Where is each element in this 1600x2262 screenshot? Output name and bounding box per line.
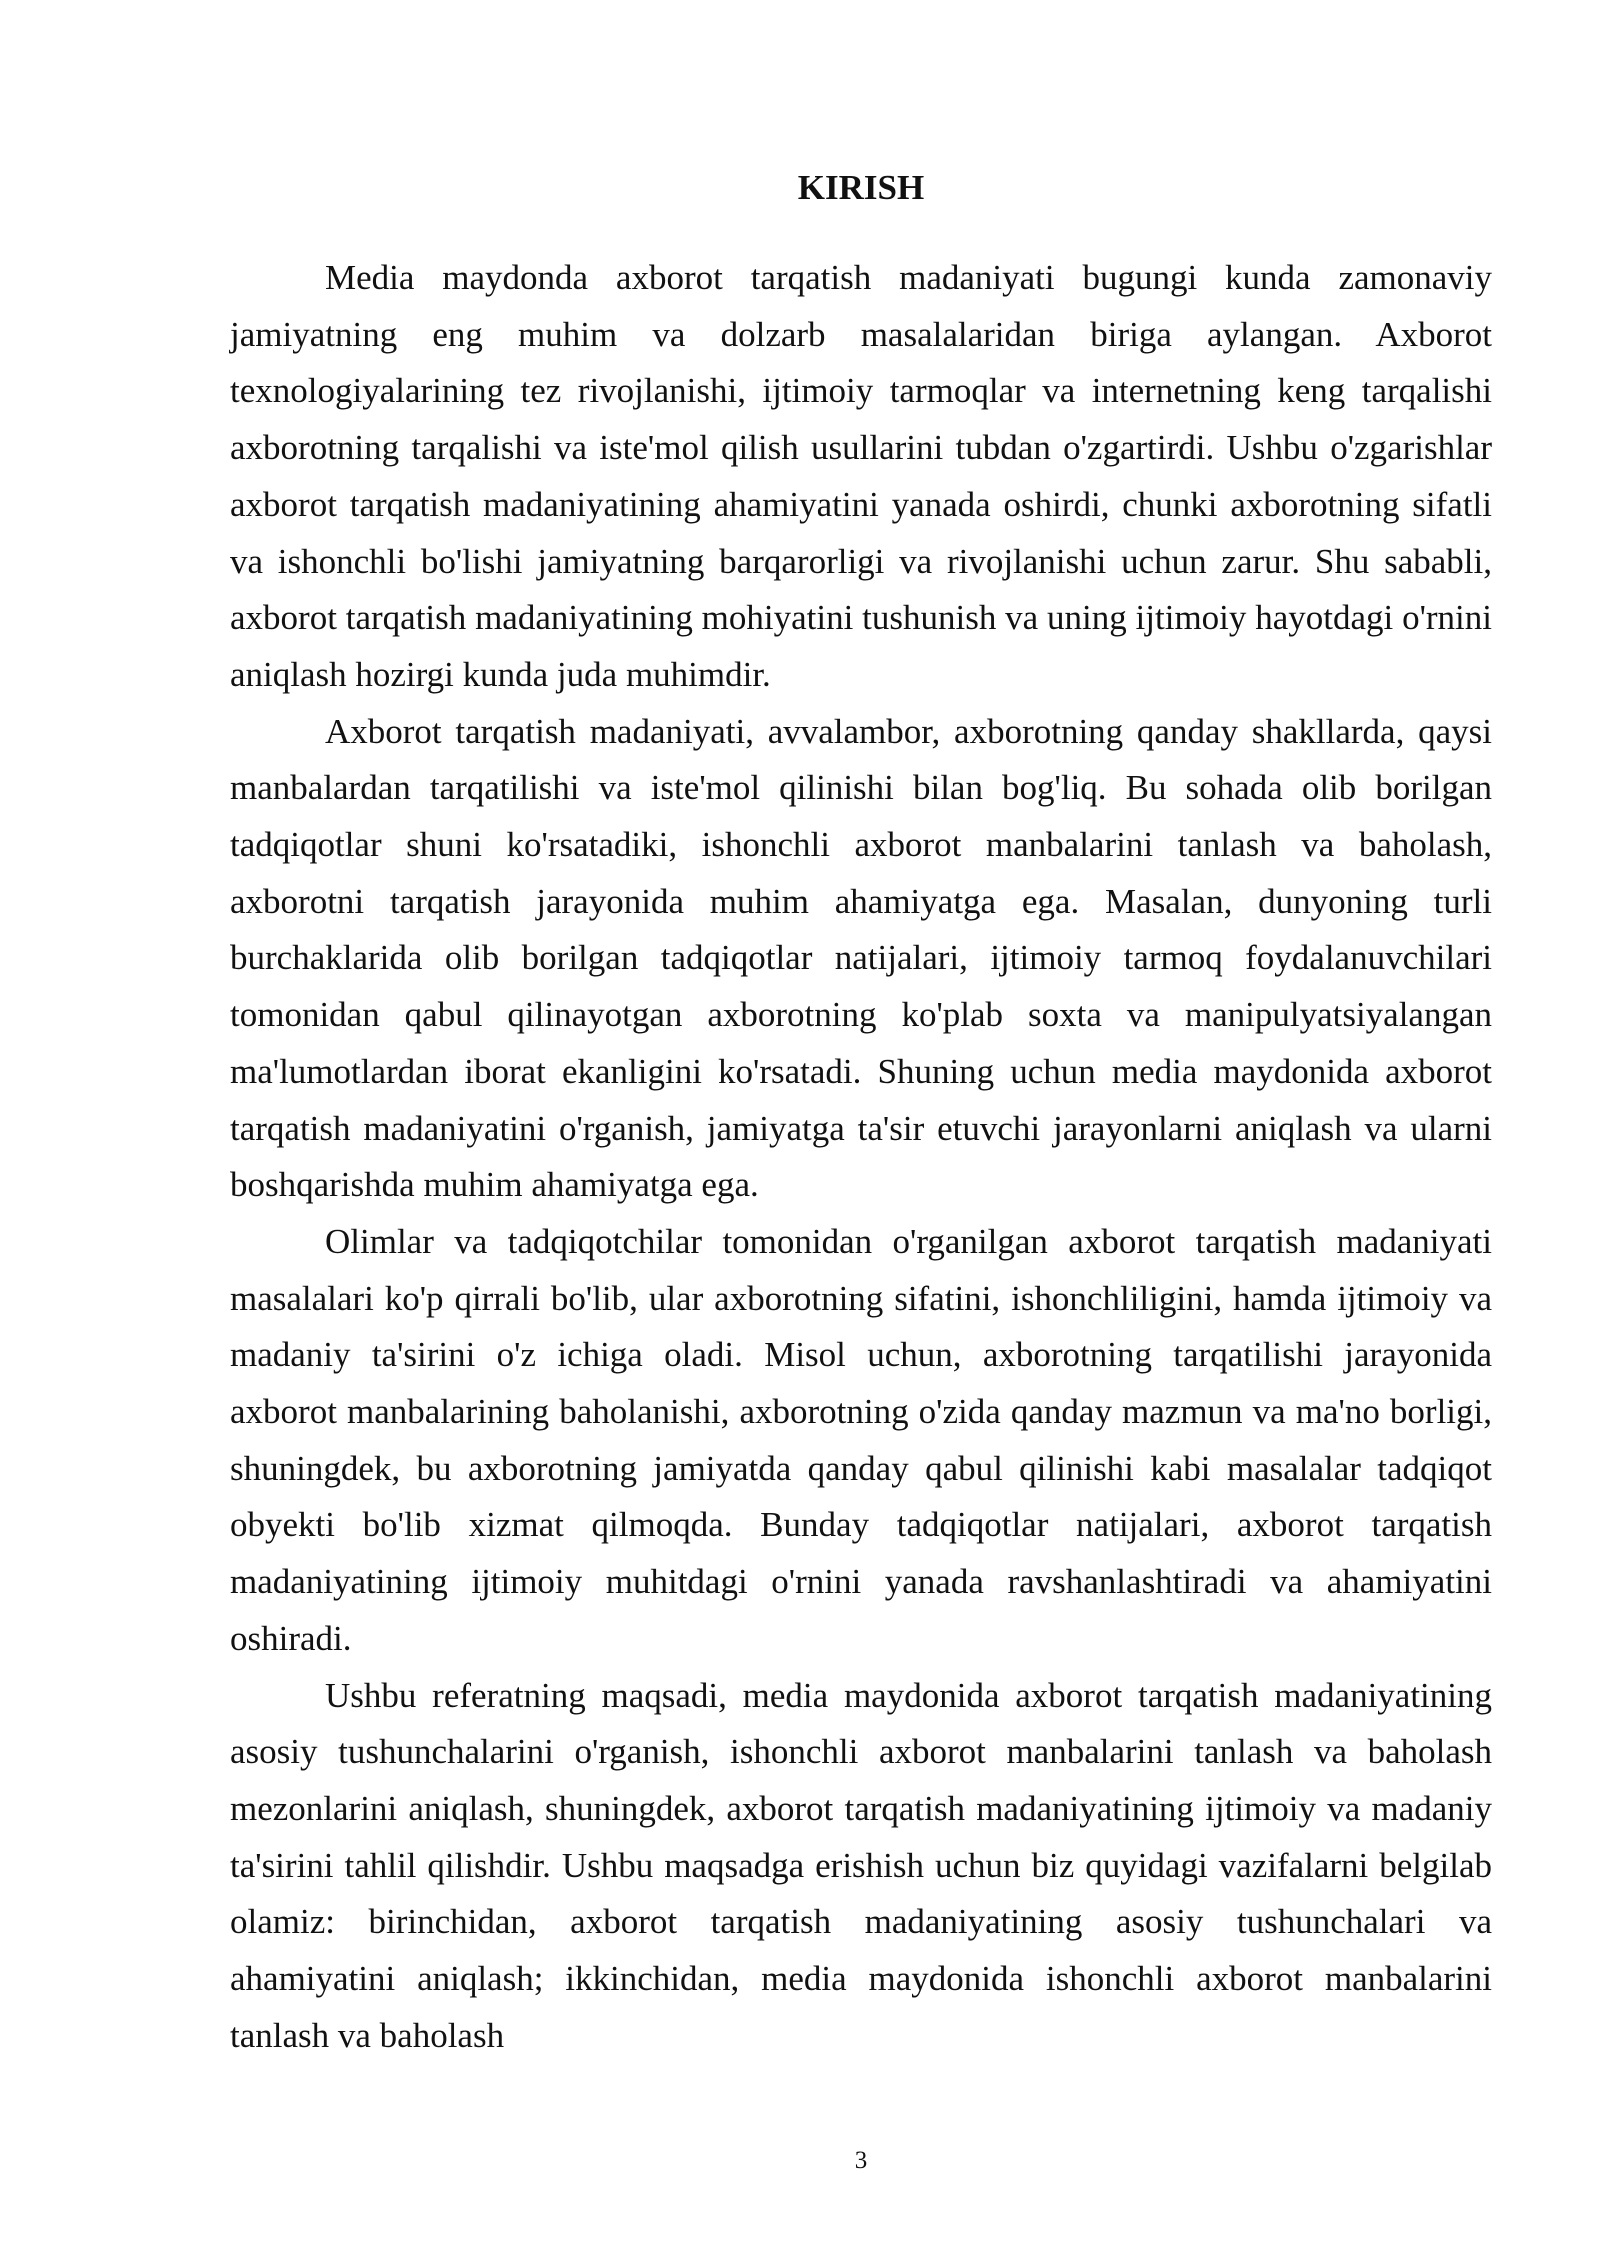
paragraph-4: Ushbu referatning maqsadi, media maydonida axborot tarqatish madaniyatining asosiy tushunchalarini o'rganish, ishonchli axborot manbalarini tanlash va baholash mezonlarini aniqlash, shuningdek, axborot tarqatish madaniyatining ijtimoiy va madaniy ta'sirini tahlil qilishdir. Ushbu maqsadga erishish uchun biz quyidagi vazifalarni belgilab olamiz: birinchidan, axborot tarqatish madaniyatining asosiy tushunchalari va ahamiyatini aniqlash; ikkinchidan, media maydonida ishonchli axborot manbalarini tanlash va baholash [230, 1675, 1492, 2055]
paragraph-2: Axborot tarqatish madaniyati, avvalambor, axborotning qanday shakllarda, qaysi manbalardan tarqatilishi va iste'mol qilinishi bilan bog'liq. Bu sohada olib borilgan tadqiqotlar shuni ko'rsatadiki, ishonchli axborot manbalarini tanlash va baholash, axborotni tarqatish jarayonida muhim ahamiyatga ega. Masalan, dunyoning turli burchaklarida olib borilgan tadqiqotlar natijalari, ijtimoiy tarmoq foydalanuvchilari tomonidan qabul qilinayotgan axborotning ko'plab soxta va manipulyatsiyalangan ma'lumotlardan iborat ekanligini ko'rsatadi. Shuning uchun media maydonida axborot tarqatish madaniyatini o'rganish, jamiyatga ta'sir etuvchi jarayonlarni aniqlash va ularni boshqarishda muhim ahamiyatga ega. [230, 711, 1492, 1205]
body-text [230, 250, 1492, 2065]
paragraph-1: Media maydonda axborot tarqatish madaniyati bugungi kunda zamonaviy jamiyatning eng muhim va dolzarb masalalaridan biriga aylangan. Axborot texnologiyalarining tez rivojlanishi, ijtimoiy tarmoqlar va internetning keng tarqalishi axborotning tarqalishi va iste'mol qilish usullarini tubdan o'zgartirdi. Ushbu o'zgarishlar axborot tarqatish madaniyatining ahamiyatini yanada oshirdi, chunki axborotning sifatli va ishonchli bo'lishi jamiyatning barqarorligi va rivojlanishi uchun zarur. Shu sababli, axborot tarqatish madaniyatining mohiyatini tushunish va uning ijtimoiy hayotdagi o'rnini aniqlash hozirgi kunda juda muhimdir. [230, 258, 1492, 694]
page-number: 3 [854, 2147, 868, 2174]
page-title: KIRISH [797, 168, 925, 207]
paragraph-3: Olimlar va tadqiqotchilar tomonidan o'rganilgan axborot tarqatish madaniyati masalalari ko'p qirrali bo'lib, ular axborotning sifatini, ishonchliligini, hamda ijtimoiy va madaniy ta'sirini o'z ichiga oladi. Misol uchun, axborotning tarqatilishi jarayonida axborot manbalarining baholanishi, axborotning o'zida qanday mazmun va ma'no borligi, shuningdek, bu axborotning jamiyatda qanday qabul qilinishi kabi masalalar tadqiqot obyekti bo'lib xizmat qilmoqda. Bunday tadqiqotlar natijalari, axborot tarqatish madaniyatining ijtimoiy muhitdagi o'rnini yanada ravshanlashtiradi va ahamiyatini oshiradi. [230, 1221, 1492, 1658]
